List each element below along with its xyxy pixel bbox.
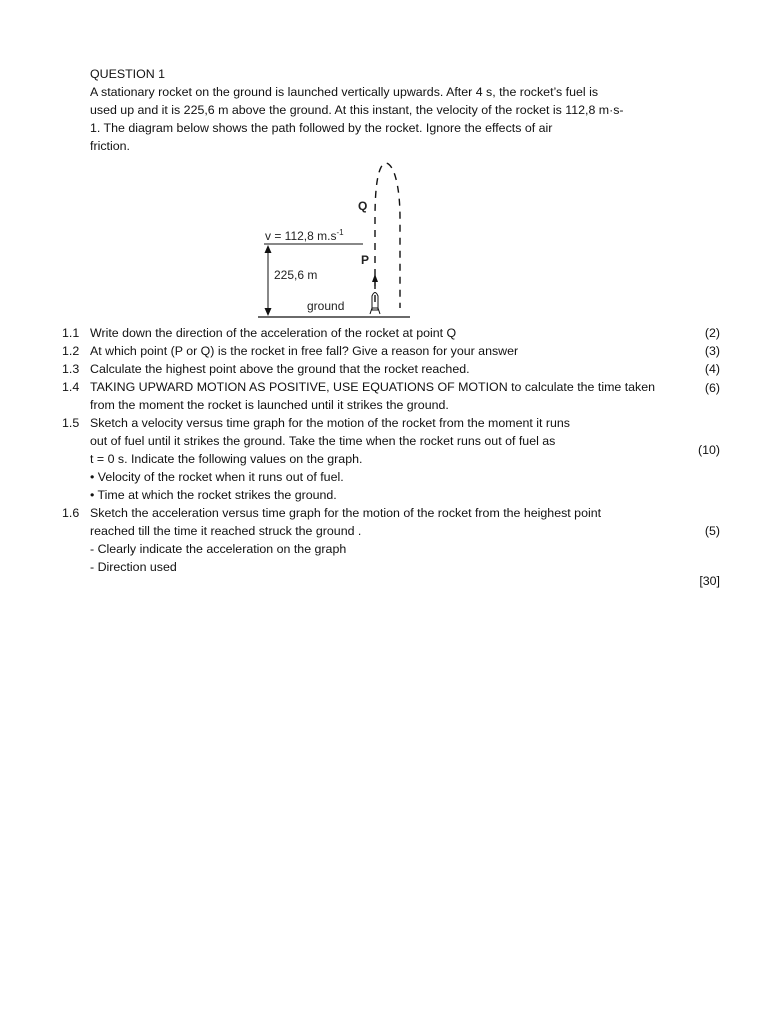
question-text: Sketch the acceleration versus time graph for the motion of the rocket from the heighest point bbox=[90, 506, 602, 520]
ground-label: ground bbox=[307, 299, 345, 313]
question-number: 1.6 bbox=[62, 506, 80, 520]
question-text: from the moment the rocket is launched until it strikes the ground. bbox=[90, 398, 449, 412]
height-arrow-bottom bbox=[265, 308, 272, 316]
question-text: out of fuel until it strikes the ground. Take the time when the rocket runs out of fuel as bbox=[90, 434, 556, 448]
question-item bbox=[62, 378, 722, 414]
question-text: Write down the direction of the acceleration of the rocket at point Q bbox=[90, 326, 457, 340]
question-text: Calculate the highest point above the ground that the rocket reached. bbox=[90, 362, 470, 376]
question-number: 1.5 bbox=[62, 416, 80, 430]
rocket-path-arc bbox=[375, 163, 400, 308]
point-q-label: Q bbox=[358, 199, 368, 213]
point-p-label: P bbox=[361, 253, 370, 267]
question-item bbox=[62, 360, 722, 378]
question-marks: (5) bbox=[704, 524, 720, 538]
question-text: reached till the time it reached struck the ground . bbox=[90, 524, 362, 538]
question-item bbox=[62, 414, 722, 504]
question-text: • Velocity of the rocket when it runs out of fuel. bbox=[90, 470, 344, 484]
question-marks: (10) bbox=[697, 443, 720, 457]
question-list bbox=[62, 324, 722, 576]
question-text: TAKING UPWARD MOTION AS POSITIVE, USE EQUATIONS OF MOTION to calculate the time taken bbox=[90, 380, 656, 394]
question-intro bbox=[90, 65, 665, 155]
question-item bbox=[62, 324, 722, 342]
question-marks: (6) bbox=[704, 381, 720, 395]
question-marks: (3) bbox=[704, 344, 720, 358]
question-number: 1.4 bbox=[62, 380, 80, 394]
question-text: At which point (P or Q) is the rocket in free fall? Give a reason for your answer bbox=[90, 344, 519, 358]
question-text: - Direction used bbox=[90, 560, 177, 574]
question-text: t = 0 s. Indicate the following values on the graph. bbox=[90, 452, 363, 466]
question-text: - Clearly indicate the acceleration on the graph bbox=[90, 542, 347, 556]
question-item bbox=[62, 342, 722, 360]
question-marks: (4) bbox=[704, 362, 720, 376]
intro-line: A stationary rocket on the ground is launched vertically upwards. After 4 s, the rocket’s fuel is bbox=[90, 85, 599, 99]
question-heading: QUESTION 1 bbox=[90, 67, 166, 81]
question-item bbox=[62, 504, 722, 576]
height-label: 225,6 m bbox=[274, 268, 318, 282]
intro-line: 1. The diagram below shows the path followed by the rocket. Ignore the effects of air bbox=[90, 121, 553, 135]
question-marks: (2) bbox=[704, 326, 720, 340]
rocket-path-diagram bbox=[250, 158, 420, 323]
upward-arrowhead bbox=[372, 274, 378, 282]
question-text: • Time at which the rocket strikes the ground. bbox=[90, 488, 337, 502]
question-number: 1.2 bbox=[62, 344, 80, 358]
height-arrow-top bbox=[265, 245, 272, 253]
intro-line: friction. bbox=[90, 139, 130, 153]
intro-line: used up and it is 225,6 m above the ground. At this instant, the velocity of the rocket is 112,8 m·s- bbox=[90, 103, 624, 117]
total-marks: [30] bbox=[699, 574, 720, 588]
question-text: Sketch a velocity versus time graph for the motion of the rocket from the moment it runs bbox=[90, 416, 570, 430]
velocity-label: v = 112,8 $m.s^{-1}$ bbox=[265, 228, 344, 243]
question-number: 1.1 bbox=[62, 326, 80, 340]
question-number: 1.3 bbox=[62, 362, 80, 376]
